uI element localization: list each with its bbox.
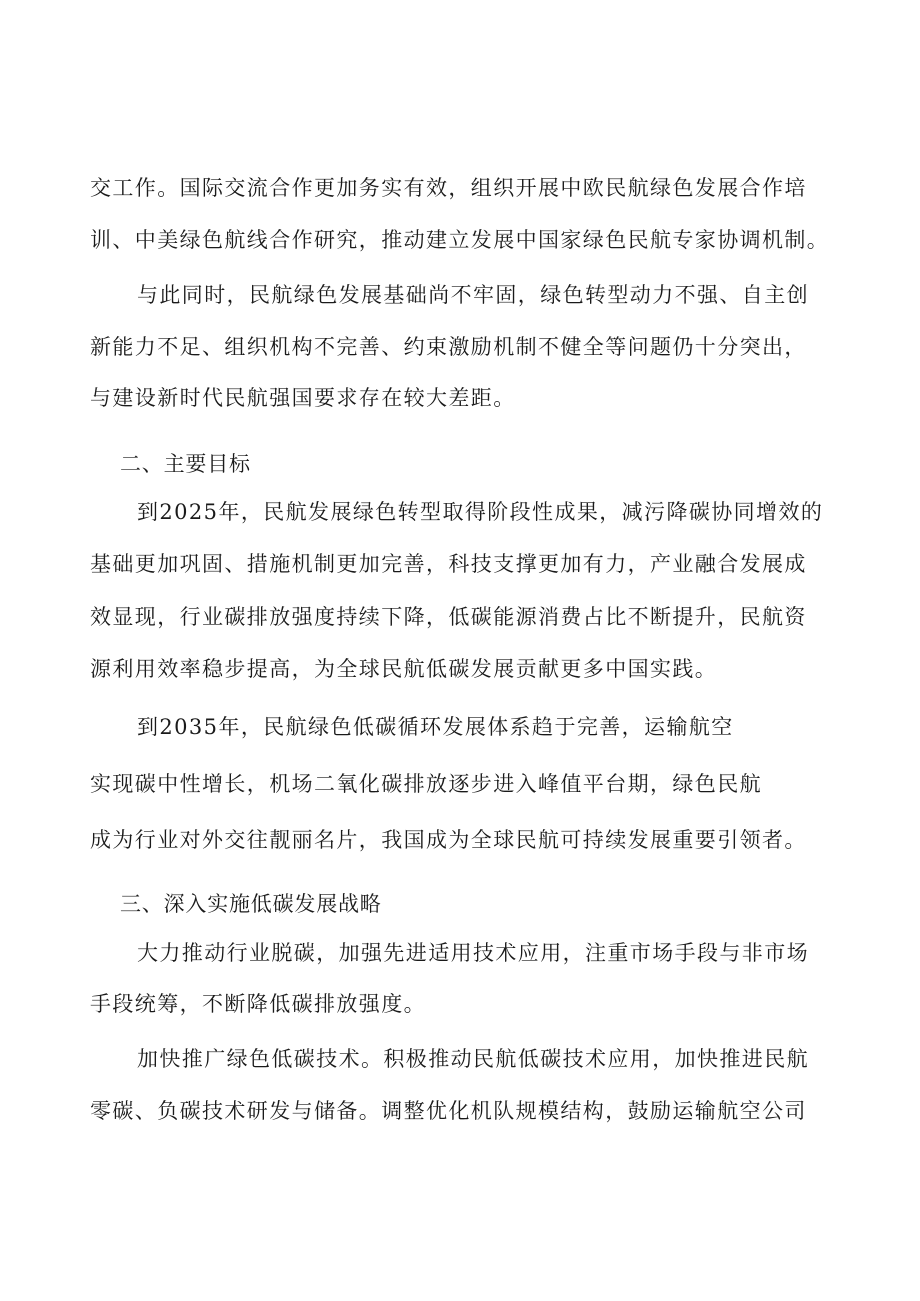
paragraph-line: 零碳、负碳技术研发与储备。调整优化机队规模结构，鼓励运输航空公司 [90,1099,807,1123]
paragraph-line: 效显现，行业碳排放强度持续下降，低碳能源消费占比不断提升，民航资 [90,605,807,629]
paragraph-line: 训、中美绿色航线合作研究，推动建立发展中国家绿色民航专家协调机制。 [90,228,830,252]
paragraph-line: 与此同时，民航绿色发展基础尚不牢固，绿色转型动力不强、自主创 [137,283,809,307]
section-heading: 三、深入实施低碳发展战略 [120,892,382,916]
paragraph-line: 加快推广绿色低碳技术。积极推动民航低碳技术应用，加快推进民航 [137,1047,809,1071]
section-heading: 二、主要目标 [120,452,251,476]
paragraph-line: 手段统筹，不断降低碳排放强度。 [90,992,426,1016]
paragraph-line: 交工作。国际交流合作更加务实有效，组织开展中欧民航绿色发展合作培 [90,176,807,200]
paragraph-line: 实现碳中性增长，机场二氧化碳排放逐步进入峰值平台期，绿色民航 [90,772,762,796]
paragraph-line: 到2035年，民航绿色低碳循环发展体系趋于完善，运输航空 [137,715,734,739]
paragraph-line: 与建设新时代民航强国要求存在较大差距。 [90,386,516,410]
paragraph-line: 基础更加巩固、措施机制更加完善，科技支撑更加有力，产业融合发展成 [90,552,807,576]
paragraph-line: 大力推动行业脱碳，加强先进适用技术应用，注重市场手段与非市场 [137,941,809,965]
paragraph-line: 成为行业对外交往靓丽名片，我国成为全球民航可持续发展重要引领者。 [90,828,807,852]
paragraph-line: 源利用效率稳步提高，为全球民航低碳发展贡献更多中国实践。 [90,657,718,681]
paragraph-line: 新能力不足、组织机构不完善、约束激励机制不健全等问题仍十分突出， [90,335,807,359]
paragraph-line: 到2025年，民航发展绿色转型取得阶段性成果，减污降碳协同增效的 [137,500,824,524]
